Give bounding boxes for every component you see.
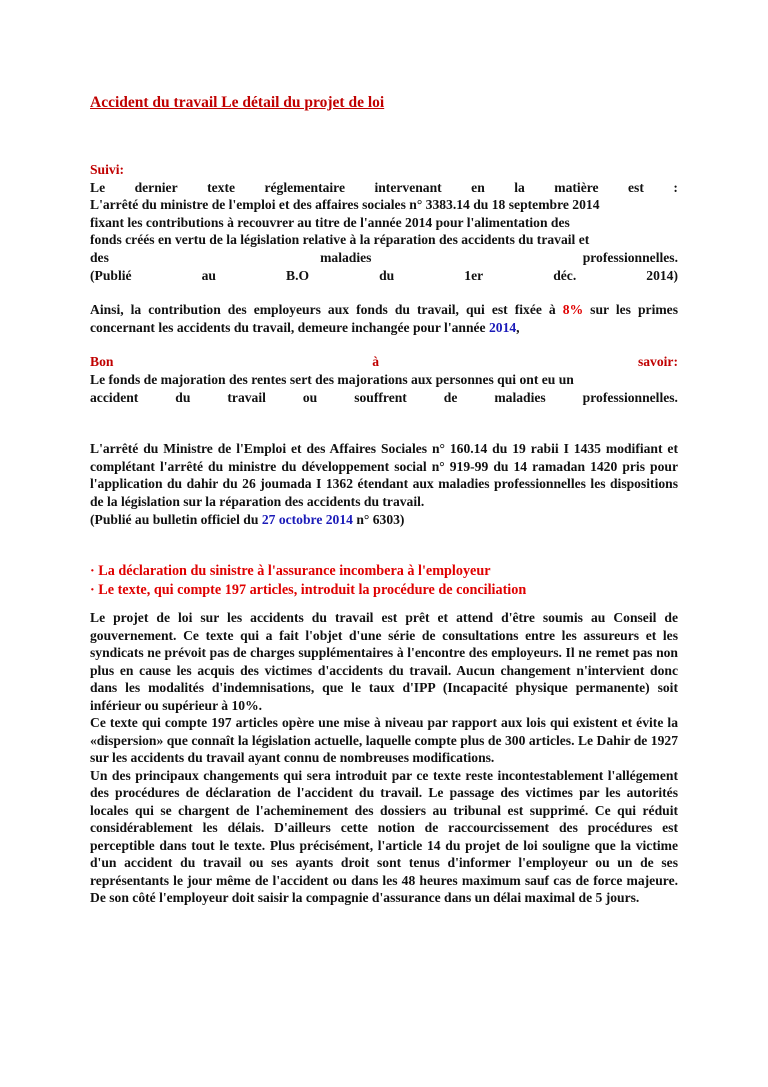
spacer — [90, 406, 678, 440]
word: savoir: — [637, 354, 678, 370]
word: 1er — [464, 267, 484, 283]
suivi-line-4: fonds créés en vertu de la législation relative à la réparation des accidents du travail et — [90, 232, 590, 248]
word: Bon — [90, 354, 114, 370]
word: : — [673, 179, 678, 195]
article-paragraph-1: Le projet de loi sur les accidents du travail est prêt et attend d'être soumis au Conseil de gouvernement. Ce texte qui a fait l'objet d'une série de consultations entre les assureurs et les syndicats ne prévoit pas de charges supplémentaires à l'encontre des employeurs. Il ne remet pas non plus en cause les acquis des victimes d'accidents du travail. Aucun changement n'intervient donc dans les modalités d'indemnisations, que le taux d'IPP (Incapacité physique permanente) soit inférieur ou supérieur à 10%. — [90, 610, 678, 713]
spacer — [90, 600, 678, 609]
arrete-paragraph: L'arrêté du Ministre de l'Emploi et des Affaires Sociales n° 160.14 du 19 rabii I 1435 modifiant et complétant l'arrêté du ministre du développement social n° 919-99 du 14 ramadan 1420 pris pour l'application du dahir du 26 joumada I 1362 étendant aux maladies professionnelles les dispositions de la législation sur la réparation des accidents du travail. — [90, 441, 678, 509]
word: en — [471, 179, 485, 195]
word: du — [175, 389, 191, 405]
word: la — [514, 179, 525, 195]
word: intervenant — [374, 179, 442, 195]
article-paragraph-3: Un des principaux changements qui sera introduit par ce texte reste incontestablement l'allégement des procédures de déclaration de l'accident du travail. Le passage des victimes par les autorités locales qui se chargent de l'acheminement des dossiers au tribunal est supprimé. Ce qui réduit considérablement les délais. D'ailleurs cette notion de raccourcissement des procédures est perceptible dans tout le texte. Plus précisément, l'article 14 du projet de loi souligne que la victime d'un accident du travail ou ses ayants droit sont tenus d'informer l'employeur ou un de ses représentants le jour même de l'accident ou dans les 48 heures maximum sauf cas de force majeure. De son côté l'employeur doit saisir la compagnie d'assurance dans un délai maximal de 5 jours. — [90, 767, 678, 906]
ainsi-text: Ainsi, la contribution des employeurs aux fonds du travail, qui est fixée à — [90, 302, 563, 318]
word: souffrent — [354, 389, 407, 405]
suivi-line-1 — [90, 179, 678, 197]
word: réglementaire — [264, 179, 345, 195]
spacer — [90, 284, 678, 301]
bon-a-savoir-line-2 — [90, 389, 678, 407]
publication-text: (Publié au bulletin officiel du — [90, 511, 262, 527]
suivi-section — [90, 161, 678, 284]
ainsi-text: , — [516, 319, 520, 335]
word: maladies — [320, 249, 372, 265]
arrete-publication — [90, 511, 678, 529]
word: du — [379, 267, 395, 283]
document-body — [90, 161, 678, 907]
bon-a-savoir-section — [90, 353, 678, 406]
bon-a-savoir-line-1: Le fonds de majoration des rentes sert des majorations aux personnes qui ont eu un — [90, 371, 574, 387]
suivi-heading: Suivi: — [90, 162, 124, 177]
word: 2014) — [646, 267, 678, 283]
word: déc. — [553, 267, 577, 283]
word: Le — [90, 179, 106, 195]
suivi-line-2-text: L'arrêté du ministre de l'emploi et des affaires sociales n° 3383.14 du 18 septembre 2014 — [90, 197, 600, 213]
article-paragraph-2: Ce texte qui compte 197 articles opère une mise à niveau par rapport aux lois qui existent et évite la «dispersion» que connaît la législation actuelle, laquelle compte plus de 300 articles. Le Dahir de 1927 sur les accidents du travail ayant connu de nombreuses modifications. — [90, 715, 678, 766]
key-point-item: · Le texte, qui compte 197 articles, introduit la procédure de conciliation — [90, 582, 527, 599]
word: ou — [302, 389, 318, 405]
article-body — [90, 609, 678, 907]
key-point-item: · La déclaration du sinistre à l'assurance incombera à l'employeur — [90, 563, 491, 580]
word: à — [372, 354, 380, 370]
ainsi-text: sur les primes concernant les accidents du travail, demeure inchangée pour l'année — [90, 302, 678, 335]
bon-a-savoir-heading — [90, 353, 678, 371]
publication-date: 27 octobre 2014 — [261, 511, 353, 527]
contribution-year: 2014 — [488, 319, 517, 335]
suivi-line-3: fixant les contributions à recouvrer au titre de l'année 2014 pour l'alimentation des — [90, 214, 570, 230]
arrete-section — [90, 440, 678, 528]
word: texte — [207, 179, 236, 195]
contribution-rate: 8% — [562, 302, 584, 318]
word: au — [201, 267, 216, 283]
publication-text: n° 6303) — [352, 511, 405, 527]
page-title: Accident du travail Le détail du projet de loi — [90, 94, 385, 111]
word: de — [443, 389, 458, 405]
ainsi-paragraph — [90, 301, 678, 336]
word: professionnelles. — [582, 249, 678, 265]
word: est — [628, 179, 644, 195]
word: des — [90, 249, 109, 265]
word: accident — [90, 389, 139, 405]
word: maladies — [494, 389, 546, 405]
word: travail — [227, 389, 266, 405]
word: B.O — [286, 267, 310, 283]
word: matière — [554, 179, 599, 195]
word: professionnelles. — [582, 389, 678, 405]
word: dernier — [134, 179, 178, 195]
spacer — [90, 528, 678, 562]
suivi-line-2 — [90, 196, 678, 214]
suivi-line-5 — [90, 249, 678, 267]
suivi-line-6 — [90, 267, 678, 285]
spacer — [90, 336, 678, 353]
word: (Publié — [90, 267, 132, 283]
key-points — [90, 562, 678, 600]
